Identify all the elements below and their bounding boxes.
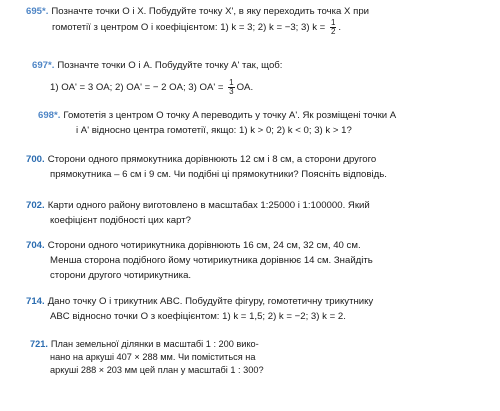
problem-text-line: прямокутника – 6 см і 9 см. Чи подібні ці прямокутники? Поясніть відповідь. [50, 169, 387, 180]
problem-text-line: нано на аркуші 407 × 288 мм. Чи поміститься на [50, 352, 256, 362]
problem-714 [26, 294, 373, 324]
problem-text-line: гомотетії з центром O і коефіцієнтом: 1) k = 3; 2) k = −3; 3) k = [52, 22, 326, 34]
problem-text-line: аркуші 288 × 203 мм цей план у масштабі 1 : 300? [50, 365, 264, 375]
problem-721 [30, 338, 264, 377]
fraction-numerator: 1 [330, 18, 336, 27]
problem-697 [32, 58, 282, 96]
fraction-denominator: 3 [229, 87, 234, 96]
problem-text-line: коефіцієнт подібності цих карт? [50, 215, 191, 226]
problem-text-line: Сторони одного чотирикутника дорівнюють 16 см, 24 см, 32 см, 40 см. [47, 240, 361, 251]
problem-number: 700. [26, 154, 45, 165]
fraction-denominator: 2 [330, 27, 336, 36]
problem-text-line: Дано точку O і трикутник ABC. Побудуйте фігуру, гомотетичну трикутнику [47, 296, 374, 307]
problem-text-line: Карти одного району виготовлено в масштабах 1:25000 і 1:100000. Який [47, 200, 370, 211]
problem-text-line: 1) OA' = 3 OA; 2) OA' = − 2 OA; 3) OA' = [50, 82, 224, 94]
problem-number: 704. [26, 240, 45, 251]
problem-number: 721. [30, 339, 48, 349]
problem-698 [38, 108, 396, 138]
problem-702 [26, 198, 370, 228]
problem-text-tail: OA. [236, 82, 254, 94]
problem-text-line: Сторони одного прямокутника дорівнюють 12 см і 8 см, а сторони другого [47, 154, 377, 165]
problem-text-line: Позначте точки O і A. Побудуйте точку A' так, щоб: [57, 60, 283, 71]
fraction [330, 19, 336, 36]
problem-695: 695*. Позначте точки O і X. Побудуйте точку X', в яку переходить точка X при гомотетії з центром O і коефіцієнтом: 1) k = 3; 2) k = −3; 3) k = $\frac{1}{2}$ . [26, 6, 370, 36]
problem-number: 695*. [26, 6, 49, 17]
problem-text-line: План земельної ділянки в масштабі 1 : 200 вико- [50, 339, 259, 349]
problem-text-line: Менша сторона подібного йому чотирикутника дорівнює 14 см. Знайдіть [50, 255, 373, 266]
problem-text-line: і A' відносно центра гомотетії, якщо: 1) k > 0; 2) k < 0; 3) k > 1? [76, 125, 352, 136]
problem-number: 698*. [38, 110, 61, 121]
problem-number: 702. [26, 200, 45, 211]
fraction-numerator: 1 [229, 78, 234, 87]
problem-number: 697*. [32, 60, 55, 71]
problem-text-line: ABC відносно точки O з коефіцієнтом: 1) k = 1,5; 2) k = −2; 3) k = 2. [50, 311, 346, 322]
problem-text-line: сторони другого чотирикутника. [50, 270, 192, 281]
fraction [228, 79, 234, 96]
problem-700 [26, 152, 387, 182]
problem-number: 714. [26, 296, 45, 307]
problem-text-line: Позначте точки O і X. Побудуйте точку X', в яку переходить точка X при [51, 6, 370, 17]
problem-704 [26, 238, 373, 283]
problem-text-line: Гомотетія з центром O точку A переводить у точку A'. Як розміщені точки A [63, 110, 397, 121]
